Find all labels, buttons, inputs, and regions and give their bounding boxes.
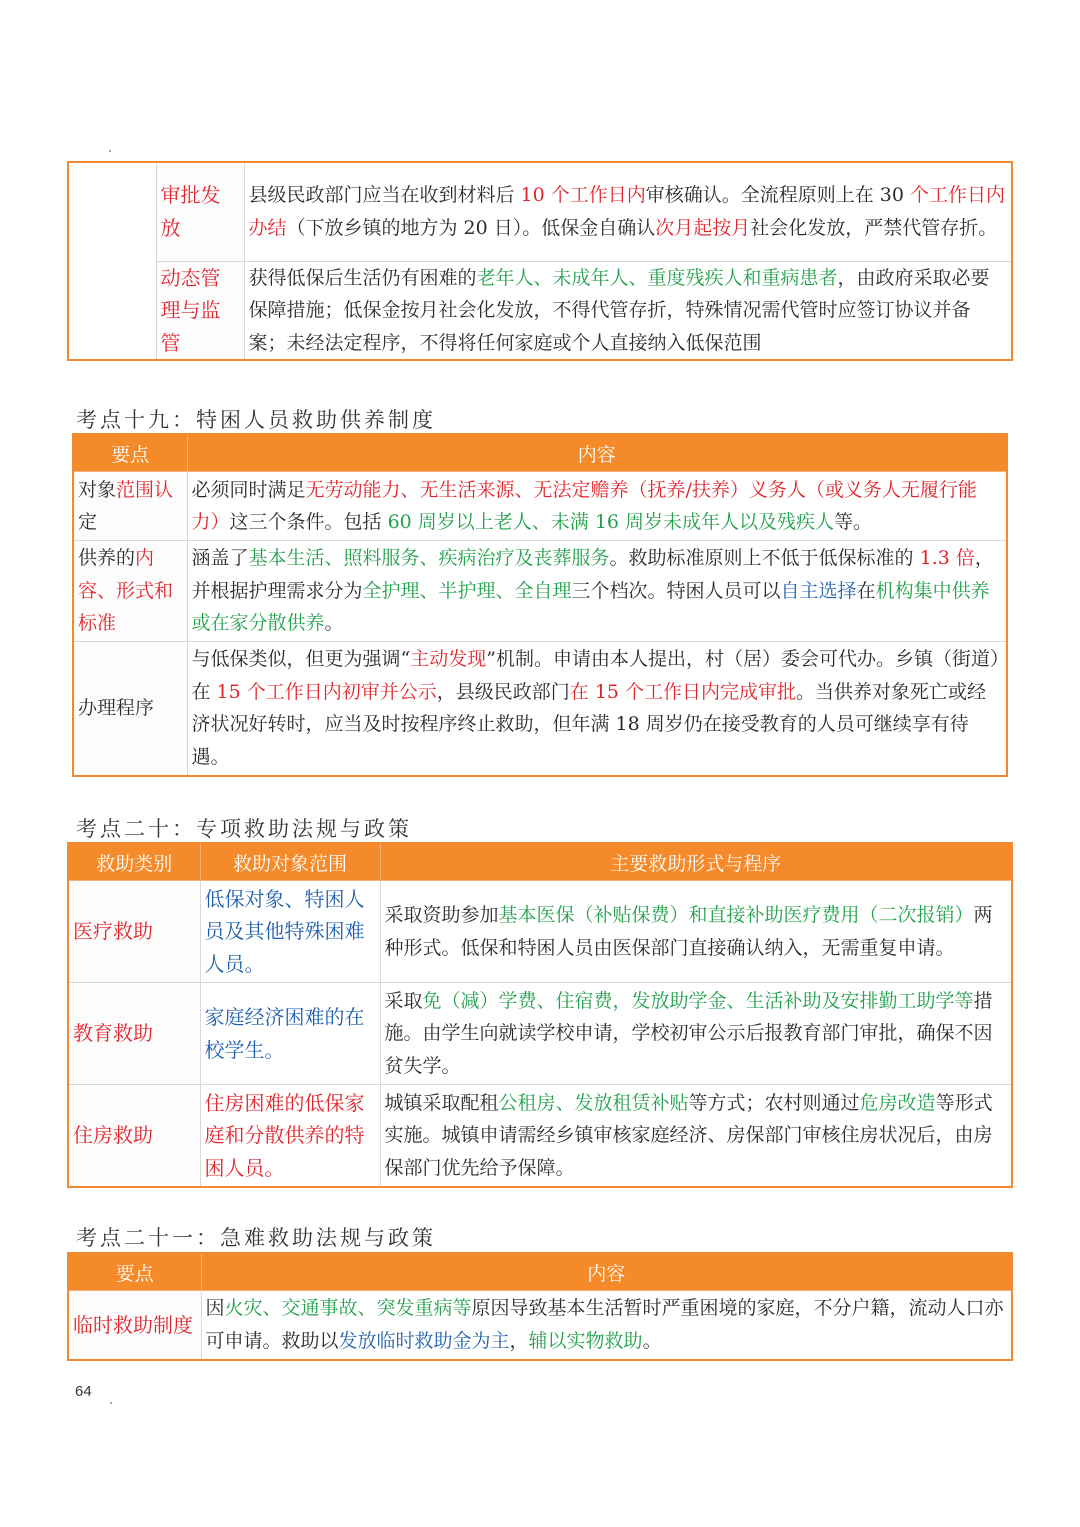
text-run: ， <box>509 1329 529 1352</box>
table-row <box>68 1085 1012 1187</box>
text-run: 涵盖了 <box>191 547 249 570</box>
text-run: 60 周岁以上老人、未满 16 周岁未成年人以及残疾人 <box>387 511 835 533</box>
text-run: 办理程序 <box>78 697 155 719</box>
text-run: ，并根据护理需求分为 <box>191 547 994 602</box>
text-run: 审核确认。全流程原则上在 30 <box>645 184 911 207</box>
text-run: 基本生活、照料服务、疾病治疗及丧葬服务 <box>248 547 610 570</box>
table-row <box>73 472 1007 541</box>
row-key: 动态管理与监管 <box>156 261 244 360</box>
table-row <box>68 881 1012 983</box>
text-run: 因 <box>205 1297 225 1320</box>
text-run: 。救助标准原则上不低于低保标准的 <box>609 547 920 570</box>
text-run: 危房改造 <box>859 1091 936 1114</box>
scan-dot <box>109 150 111 152</box>
row-key: 审批发放 <box>156 162 244 261</box>
text-run: 原因导致基本生活暂时严重困境的家庭，不分户籍，流动人口亦可申请。救助以 <box>205 1297 1004 1352</box>
text-run: 在 15 个工作日内完成审批 <box>569 680 797 703</box>
header-content: 内容 <box>201 1253 1012 1291</box>
text-run: 三个档次。特困人员可以 <box>571 579 781 602</box>
row-key <box>73 541 187 642</box>
row-content <box>380 983 1012 1085</box>
text-run: 获得低保后生活仍有困难的 <box>248 266 477 289</box>
text-run: ，由政府采取必要保障措施；低保金按月社会化发放，不得代管存折，特殊情况需代管时应签订协议并备案；未经法定程序，不得将任何家庭或个人直接纳入低保范围 <box>248 266 990 354</box>
text-run: 对象 <box>78 478 117 501</box>
text-run: 15 个工作日内初审并公示 <box>216 680 437 703</box>
text-run: 1.3 倍 <box>919 547 975 570</box>
text-run: 措施。由学生向就读学校申请，学校初审公示后报教育部门审批，确保不因贫失学。 <box>384 989 993 1077</box>
header-category: 救助类别 <box>68 843 200 881</box>
text-run: 两种形式。低保和特困人员由医保部门直接确认纳入，无需重复申请。 <box>384 904 993 959</box>
text-run: 公租房、发放租赁补贴 <box>498 1091 689 1114</box>
text-run: 城镇采取配租 <box>384 1091 499 1114</box>
section20-table <box>67 842 1013 1188</box>
text-run: 等方式；农村则通过 <box>688 1091 860 1114</box>
row-target <box>200 983 380 1085</box>
header-key: 要点 <box>68 1253 201 1291</box>
section21-heading: 考点二十一：急难救助法规与政策 <box>76 1226 436 1250</box>
table-row <box>68 261 1012 360</box>
text-run: 内容、形式和标准 <box>78 547 174 635</box>
row-target <box>200 1085 380 1187</box>
table-row <box>68 162 1012 261</box>
text-run: 住房困难的低保家庭和分散供养的特困人员。 <box>204 1090 365 1180</box>
row-key: 临时救助制度 <box>68 1291 201 1360</box>
continued-table <box>67 161 1013 361</box>
row-key <box>73 472 187 541</box>
text-run: 老年人、未成年人、重度残疾人和重病患者 <box>476 266 838 289</box>
table-row <box>68 983 1012 1085</box>
text-run: 供养的 <box>78 547 136 570</box>
text-run: 范围认 <box>116 478 174 501</box>
header-target: 救助对象范围 <box>200 843 380 881</box>
text-run: 发放临时救助金为主 <box>338 1329 510 1352</box>
text-run: 与低保类似，但更为强调“ <box>191 648 411 671</box>
text-run: ，县级民政部门 <box>436 680 570 703</box>
text-run: 个工作日内办结 <box>248 184 1006 239</box>
row-category: 医疗救助 <box>68 881 200 983</box>
text-run: 次月起按月 <box>655 216 751 239</box>
text-run: 采取资助参加 <box>384 904 499 926</box>
table-row <box>68 1291 1012 1360</box>
text-run: 机构集中供养或在家分散供养 <box>191 579 990 635</box>
text-run: 县级民政部门应当在收到材料后 <box>248 184 521 207</box>
table-row <box>73 541 1007 642</box>
row-category: 住房救助 <box>68 1085 200 1187</box>
header-form: 主要救助形式与程序 <box>380 843 1012 881</box>
header-content: 内容 <box>187 434 1007 472</box>
table-header <box>68 843 1012 881</box>
row-content <box>244 162 1012 261</box>
text-run: 。 <box>642 1329 662 1352</box>
text-run: 10 个工作日内 <box>520 184 646 207</box>
text-run: 。 <box>324 612 344 635</box>
row-content <box>187 541 1007 642</box>
text-run: （下放乡镇的地方为 20 日）。低保金自确认 <box>286 216 656 239</box>
section19-table <box>72 433 1008 777</box>
table-header <box>68 1253 1012 1291</box>
text-run: 主动发现 <box>410 648 487 671</box>
text-run: ”机制。申请由本人提出，村（居）委会可代办。乡镇（街道）在 <box>191 648 1000 703</box>
row-content <box>201 1291 1012 1360</box>
table-header <box>73 434 1007 472</box>
text-run: 采取 <box>384 989 423 1012</box>
text-run: 等。 <box>834 511 873 533</box>
header-key: 要点 <box>73 434 187 472</box>
text-run: 必须同时满足 <box>191 478 306 501</box>
text-run: 定 <box>78 511 98 533</box>
text-run: 社会化发放，严禁代管存折。 <box>750 216 998 239</box>
text-run: 家庭经济困难的在校学生。 <box>204 1005 365 1062</box>
section19-heading: 考点十九：特困人员救助供养制度 <box>76 408 436 432</box>
scan-dot <box>110 1402 112 1404</box>
row-target <box>200 881 380 983</box>
text-run: 基本医保（补贴保费）和直接补助医疗费用（二次报销） <box>498 904 974 926</box>
row-content <box>187 472 1007 541</box>
text-run: 自主选择 <box>780 579 857 602</box>
row-key <box>73 642 187 776</box>
row-content <box>244 261 1012 360</box>
text-run: 这三个条件。包括 <box>229 511 388 533</box>
section20-heading: 考点二十：专项救助法规与政策 <box>76 817 412 841</box>
text-run: 等形式实施。城镇申请需经乡镇审核家庭经济、房保部门审核住房状况后，由房保部门优先给予保障。 <box>384 1091 993 1179</box>
text-run: 免（减）学费、住宿费，发放助学金、生活补助及安排勤工助学等 <box>422 989 974 1012</box>
row-content <box>187 642 1007 776</box>
table-row <box>73 642 1007 776</box>
text-run: 全护理、半护理、全自理 <box>362 579 572 602</box>
text-run: 低保对象、特困人员及其他特殊困难人员。 <box>204 886 365 976</box>
row-content <box>380 1085 1012 1187</box>
merged-category-cell <box>68 162 156 360</box>
text-run: 在 <box>856 579 876 602</box>
row-content <box>380 881 1012 983</box>
text-run: 。当供养对象死亡或经济状况好转时，应当及时按程序终止救助，但年满 18 周岁仍在接受教育的人员可继续享有待遇。 <box>191 680 987 768</box>
text-run: 辅以实物救助 <box>528 1329 643 1352</box>
page-number: 64 <box>75 1383 92 1400</box>
section21-table <box>67 1252 1013 1361</box>
text-run: 无劳动能力、无生活来源、无法定赡养（抚养/扶养）义务人（或义务人无履行能力） <box>191 478 977 533</box>
text-run: 火灾、交通事故、突发重病等 <box>224 1297 472 1320</box>
row-category: 教育救助 <box>68 983 200 1085</box>
